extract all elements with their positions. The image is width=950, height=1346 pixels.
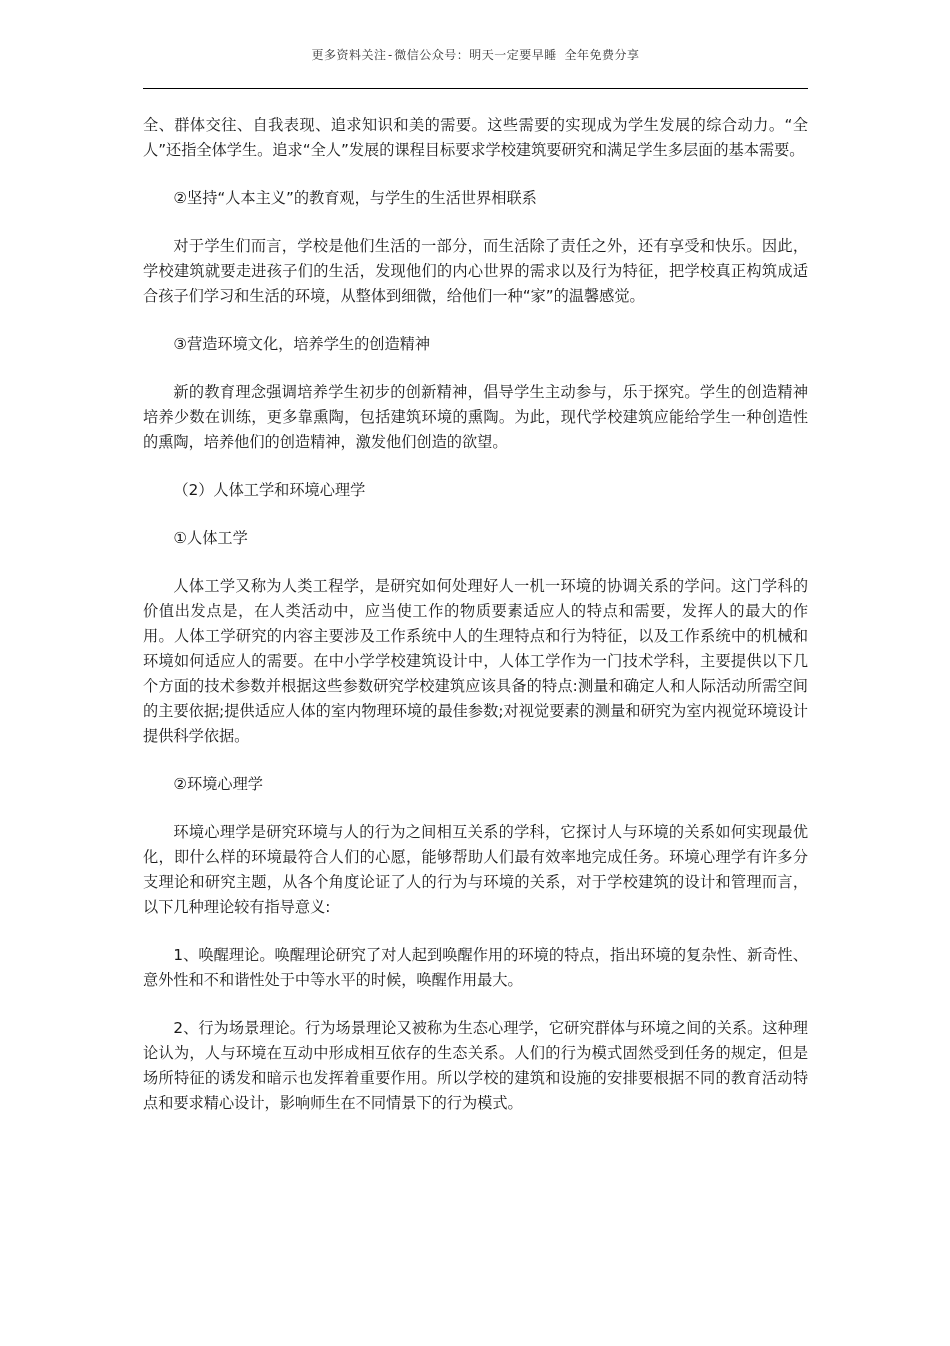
subheading-ergonomics: ①人体工学 bbox=[173, 529, 248, 547]
subheading-environment-culture: ③营造环境文化，培养学生的创造精神 bbox=[173, 335, 431, 353]
section-heading-ergonomics-psychology: （2）人体工学和环境心理学 bbox=[173, 481, 366, 499]
paragraph-behavior-setting-theory: 2、行为场景理论。行为场景理论又被称为生态心理学，它研究群体与环境之间的关系。这种理论认为，人与环境在互动中形成相互依存的生态关系。人们的行为模式固然受到任务的规定，但是场所特征的诱发和暗示也发挥着重要作用。所以学校的建筑和设施的安排要根据不同的教育活动特点和要求精心设计，影响师生在不同情景下的行为模式。 bbox=[143, 1019, 808, 1112]
page-header: 更多资料关注-微信公众号：明天一定要早睡 全年免费分享 bbox=[311, 48, 640, 62]
header-divider bbox=[143, 88, 808, 89]
paragraph-environmental-psychology: 环境心理学是研究环境与人的行为之间相互关系的学科，它探讨人与环境的关系如何实现最优化，即什么样的环境最符合人们的心愿，能够帮助人们最有效率地完成任务。环境心理学有许多分支理论和研究主题，从各个角度论证了人的行为与环境的关系，对于学校建筑的设计和管理而言，以下几种理论较有指导意义: bbox=[143, 823, 808, 916]
document-body bbox=[143, 113, 808, 1139]
paragraph-ergonomics: 人体工学又称为人类工程学，是研究如何处理好人一机一环境的协调关系的学问。这门学科的价值出发点是，在人类活动中，应当使工作的物质要素适应人的特点和需要，发挥人的最大的作用。人体工学研究的内容主要涉及工作系统中人的生理特点和行为特征，以及工作系统中的机械和环境如何适应人的需要。在中小学学校建筑设计中，人体工学作为一门技术学科，主要提供以下几个方面的技术参数并根据这些参数研究学校建筑应该具备的特点:测量和确定人和人际活动所需空间的主要依据;提供适应人体的室内物理环境的最佳参数;对视觉要素的测量和研究为室内视觉环境设计提供科学依据。 bbox=[143, 577, 808, 745]
paragraph-creativity: 新的教育理念强调培养学生初步的创新精神，倡导学生主动参与，乐于探究。学生的创造精神培养少数在训练，更多靠熏陶，包括建筑环境的熏陶。为此，现代学校建筑应能给学生一种创造性的熏陶，培养他们的创造精神，激发他们创造的欲望。 bbox=[143, 383, 808, 451]
subheading-humanism: ②坚持“人本主义”的教育观，与学生的生活世界相联系 bbox=[173, 189, 537, 207]
paragraph-student-life: 对于学生们而言，学校是他们生活的一部分，而生活除了责任之外，还有享受和快乐。因此，学校建筑就要走进孩子们的生活，发现他们的内心世界的需求以及行为特征，把学校真正构筑成适合孩子们学习和生活的环境，从整体到细微，给他们一种“家”的温馨感觉。 bbox=[143, 237, 808, 305]
paragraph-continued: 全、群体交往、自我表现、追求知识和美的需要。这些需要的实现成为学生发展的综合动力。“全人”还指全体学生。追求“全人”发展的课程目标要求学校建筑要研究和满足学生多层面的基本需要。 bbox=[143, 116, 808, 159]
subheading-environmental-psychology: ②环境心理学 bbox=[173, 775, 263, 793]
paragraph-arousal-theory: 1、唤醒理论。唤醒理论研究了对人起到唤醒作用的环境的特点，指出环境的复杂性、新奇性、意外性和不和谐性处于中等水平的时候，唤醒作用最大。 bbox=[143, 946, 808, 989]
